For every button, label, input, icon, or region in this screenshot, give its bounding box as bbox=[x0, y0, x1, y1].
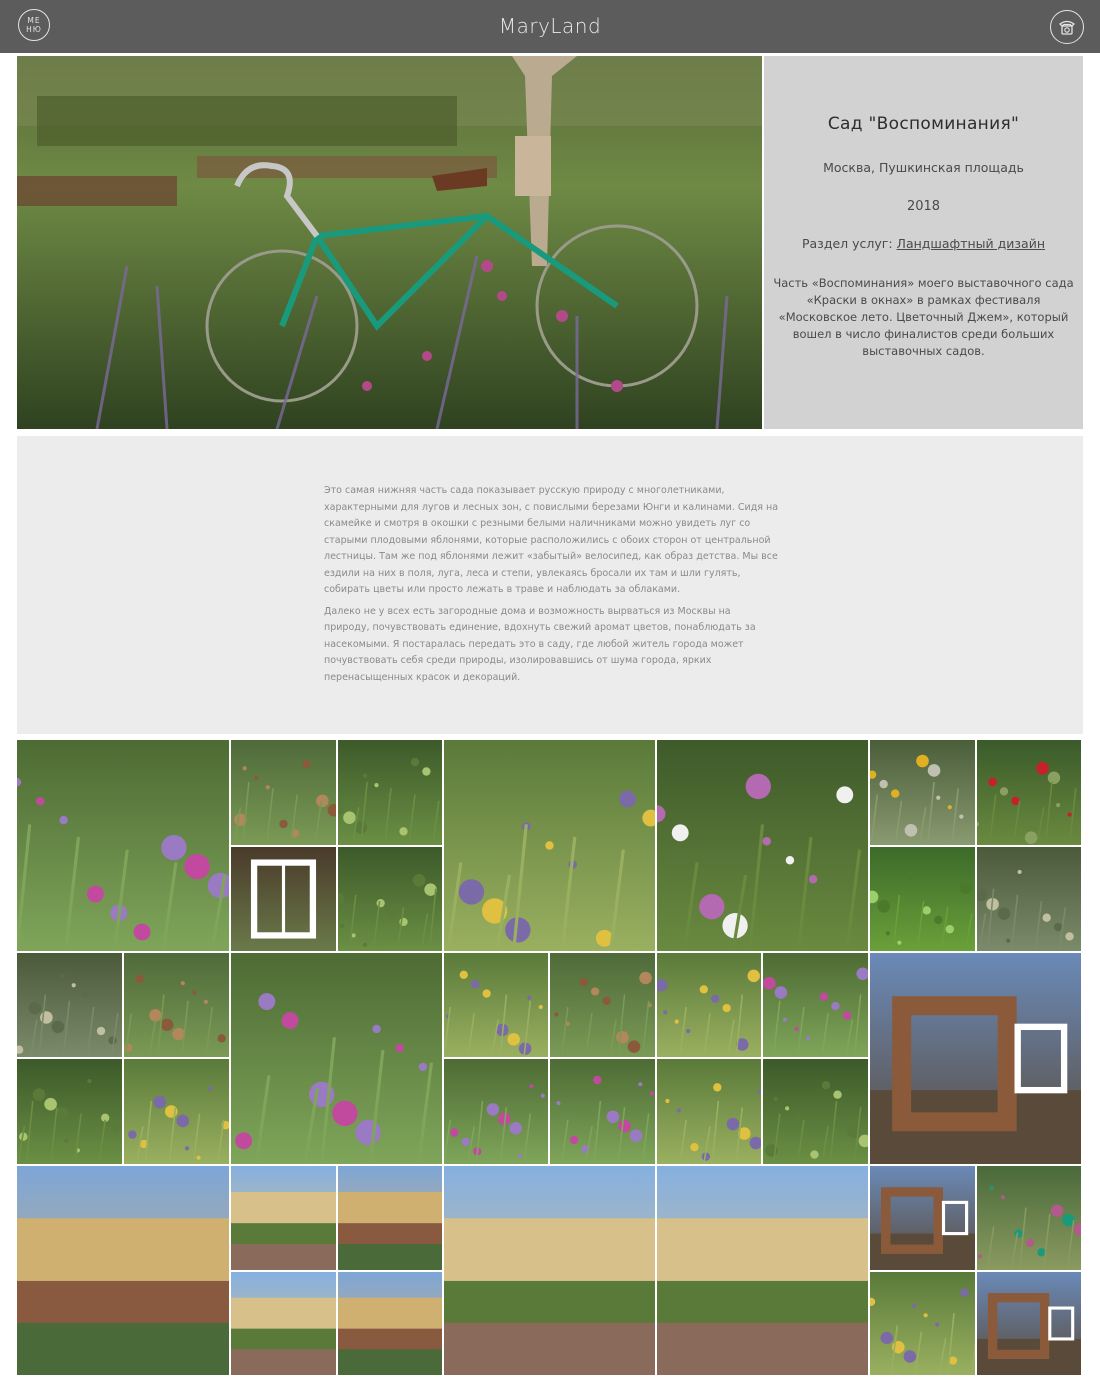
gallery-image bbox=[550, 953, 655, 1057]
gallery-image bbox=[870, 1166, 975, 1270]
gallery-photo[interactable] bbox=[231, 740, 336, 845]
gallery-photo[interactable] bbox=[338, 1272, 442, 1375]
gallery-image bbox=[444, 953, 548, 1057]
gallery-photo[interactable] bbox=[231, 953, 442, 1164]
menu-label: МЕ НЮ bbox=[26, 16, 42, 34]
gallery-photo[interactable] bbox=[444, 953, 548, 1057]
gallery-photo[interactable] bbox=[124, 953, 229, 1057]
gallery-photo[interactable] bbox=[657, 1166, 868, 1375]
gallery-photo[interactable] bbox=[17, 740, 229, 951]
site-logo[interactable]: MaryLand bbox=[498, 14, 602, 38]
gallery-photo[interactable] bbox=[17, 1166, 229, 1375]
top-bar bbox=[0, 0, 1100, 53]
gallery-photo[interactable] bbox=[17, 953, 122, 1057]
project-info-panel bbox=[764, 56, 1083, 429]
gallery-photo[interactable] bbox=[977, 847, 1081, 951]
gallery-image bbox=[17, 953, 122, 1057]
gallery-photo[interactable] bbox=[338, 740, 442, 845]
project-year: 2018 bbox=[906, 199, 941, 214]
gallery-photo[interactable] bbox=[977, 740, 1081, 845]
gallery-photo[interactable] bbox=[338, 847, 442, 951]
gallery-image bbox=[17, 740, 229, 951]
service-prefix: Раздел услуг: bbox=[801, 236, 893, 251]
gallery-image bbox=[657, 953, 761, 1057]
gallery-image bbox=[17, 1059, 122, 1164]
gallery-image bbox=[444, 1059, 548, 1164]
gallery-photo[interactable] bbox=[763, 1059, 868, 1164]
phone-button[interactable] bbox=[1050, 10, 1084, 44]
gallery-image bbox=[870, 847, 975, 951]
gallery-image bbox=[231, 1166, 336, 1270]
project-story-section bbox=[17, 436, 1083, 734]
gallery-image bbox=[977, 1166, 1081, 1270]
gallery-photo[interactable] bbox=[124, 1059, 229, 1164]
gallery-photo[interactable] bbox=[231, 1272, 336, 1375]
gallery-photo[interactable] bbox=[657, 740, 868, 951]
gallery-photo[interactable] bbox=[550, 953, 655, 1057]
gallery-image bbox=[338, 1272, 442, 1375]
gallery-image bbox=[870, 1272, 975, 1375]
gallery-image bbox=[977, 847, 1081, 951]
gallery-photo[interactable] bbox=[657, 1059, 761, 1164]
gallery-image bbox=[338, 1166, 442, 1270]
gallery-image bbox=[763, 1059, 868, 1164]
gallery-image bbox=[17, 1166, 229, 1375]
gallery-image bbox=[338, 740, 442, 845]
gallery-image bbox=[550, 1059, 655, 1164]
gallery-image bbox=[657, 1166, 868, 1375]
gallery-photo[interactable] bbox=[870, 953, 1081, 1164]
project-description: Часть «Воспоминания» моего выставочного сада «Краски в окнах» в рамках фестиваля «Московское лето. Цветочный Джем», который вошел в число финалистов среди больших выставочных садов. bbox=[773, 276, 1074, 358]
project-location: Москва, Пушкинская площадь bbox=[823, 160, 1024, 175]
gallery-photo[interactable] bbox=[977, 1166, 1081, 1270]
gallery-image bbox=[870, 953, 1081, 1164]
gallery-photo[interactable] bbox=[231, 847, 336, 951]
gallery-image bbox=[338, 847, 442, 951]
gallery-image bbox=[870, 740, 975, 845]
gallery-photo[interactable] bbox=[444, 1059, 548, 1164]
gallery-photo[interactable] bbox=[870, 740, 975, 845]
gallery-photo[interactable] bbox=[870, 847, 975, 951]
story-paragraph-1: Это самая нижняя часть сада показывает русскую природу с многолетниками, характерными для лугов и лесных зон, с повислыми березами Юнги и калинами. Сидя на скамейке и смотря в окошки с резными белыми наличниками можно увидеть луг со старыми плодовыми яблонями, которые расположились с обоих сторон от центральной лестницы. Там же под яблонями лежит «забытый» велосипед, как образ детства. Мы все ездили на них в поля, луга, леса и степи, увлекаясь бросали их там и шли гулять, собирать цветы или просто лежать в траве и наблюдать за облаками. bbox=[324, 485, 779, 595]
gallery-photo[interactable] bbox=[977, 1272, 1081, 1375]
gallery-image bbox=[231, 953, 442, 1164]
bicycle-in-garden-image bbox=[17, 56, 762, 429]
gallery-image bbox=[124, 953, 229, 1057]
gallery-photo[interactable] bbox=[870, 1272, 975, 1375]
project-title: Сад "Воспоминания" bbox=[827, 114, 1020, 134]
gallery-photo[interactable] bbox=[231, 1166, 336, 1270]
gallery-image bbox=[231, 1272, 336, 1375]
gallery-image bbox=[124, 1059, 229, 1164]
gallery-image bbox=[444, 1166, 655, 1375]
gallery-photo[interactable] bbox=[444, 1166, 655, 1375]
gallery-image bbox=[977, 1272, 1081, 1375]
gallery-image bbox=[444, 740, 655, 951]
gallery-photo[interactable] bbox=[550, 1059, 655, 1164]
gallery-image bbox=[231, 847, 336, 951]
gallery-photo[interactable] bbox=[444, 740, 655, 951]
gallery-image bbox=[231, 740, 336, 845]
story-paragraph-2: Далеко не у всех есть загородные дома и возможность вырваться из Москвы на природу, почувствовать единение, вдохнуть свежий аромат цветов, понаблюдать за насекомыми. Я постаралась передать это в саду, где любой житель города может почувствовать себя среди природы, изолировавшись от шума города, ярких перенасыщенных красок и декораций. bbox=[324, 605, 756, 683]
gallery-image bbox=[977, 740, 1081, 845]
phone-icon bbox=[1057, 17, 1077, 37]
gallery-photo[interactable] bbox=[870, 1166, 975, 1270]
service-link[interactable]: Ландшафтный дизайн bbox=[896, 236, 1045, 251]
gallery-photo[interactable] bbox=[17, 1059, 122, 1164]
gallery-photo[interactable] bbox=[338, 1166, 442, 1270]
gallery-image bbox=[763, 953, 868, 1057]
service-section bbox=[770, 236, 1077, 251]
hero-photo bbox=[17, 56, 762, 429]
gallery-image bbox=[657, 740, 868, 951]
gallery-image bbox=[657, 1059, 761, 1164]
gallery-photo[interactable] bbox=[657, 953, 761, 1057]
gallery-photo[interactable] bbox=[763, 953, 868, 1057]
